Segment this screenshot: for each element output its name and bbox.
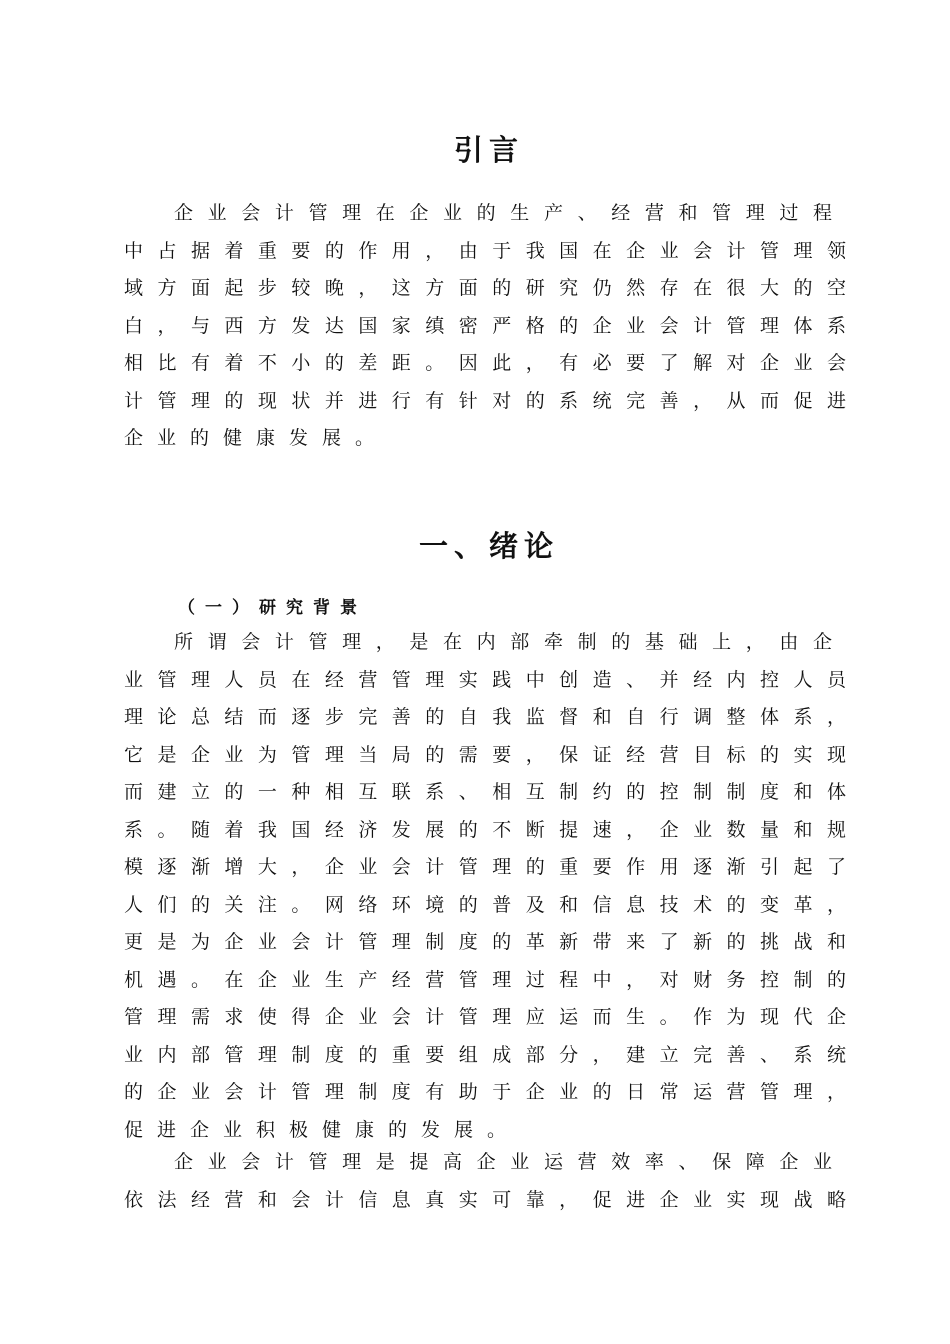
text-line: 业内部管理制度的重要组成部分，建立完善、系统 — [124, 1043, 846, 1066]
text-line: 而建立的一种相互联系、相互制约的控制制度和体 — [124, 781, 846, 803]
text-line: 人们的关注。网络环境的普及和信息技术的变革， — [124, 893, 846, 916]
text-line: 更是为企业会计管理制度的革新带来了新的挑战和 — [124, 931, 846, 953]
text-line: 管理需求使得企业会计管理应运而生。作为现代企 — [124, 1006, 846, 1028]
text-line: 业管理人员在经营管理实践中创造、并经内控人员 — [124, 668, 846, 691]
background-paragraph-2 — [124, 1144, 846, 1219]
text-line: 所谓会计管理，是在内部牵制的基础上，由企 — [174, 631, 832, 653]
text-line: 域方面起步较晚，这方面的研究仍然存在很大的空 — [124, 277, 846, 299]
text-line: 依法经营和会计信息真实可靠，促进企业实现战略 — [124, 1188, 846, 1211]
text-line: 企业会计管理在企业的生产、经营和管理过程 — [174, 202, 832, 224]
text-line: 企业的健康发展。 — [124, 427, 389, 449]
text-line: 相比有着不小的差距。因此，有必要了解对企业会 — [124, 352, 846, 374]
background-paragraph-1 — [124, 624, 846, 1149]
text-line: 促进企业积极健康的发展。 — [124, 1118, 521, 1141]
text-line: 理论总结而逐步完善的自我监督和自行调整体系， — [124, 706, 846, 728]
text-line: 模逐渐增大，企业会计管理的重要作用逐渐引起了 — [124, 856, 846, 878]
intro-paragraph — [124, 195, 846, 458]
text-line: 它是企业为管理当局的需要，保证经营目标的实现 — [124, 743, 846, 766]
text-line: 中占据着重要的作用，由于我国在企业会计管理领 — [124, 239, 846, 262]
chapter-heading: 一、绪论 — [418, 529, 559, 563]
text-line: 企业会计管理是提高企业运营效率、保障企业 — [174, 1151, 832, 1173]
text-line: 白，与西方发达国家缜密严格的企业会计管理体系 — [124, 314, 846, 337]
text-line: 系。随着我国经济发展的不断提速，企业数量和规 — [124, 818, 846, 841]
intro-heading: 引言 — [453, 133, 524, 167]
text-line: 机遇。在企业生产经营管理过程中，对财务控制的 — [124, 968, 846, 991]
text-line: 的企业会计管理制度有助于企业的日常运营管理， — [124, 1081, 846, 1103]
section-heading: （一）研究背景 — [178, 598, 367, 618]
text-line: 计管理的现状并进行有针对的系统完善，从而促进 — [124, 389, 846, 412]
